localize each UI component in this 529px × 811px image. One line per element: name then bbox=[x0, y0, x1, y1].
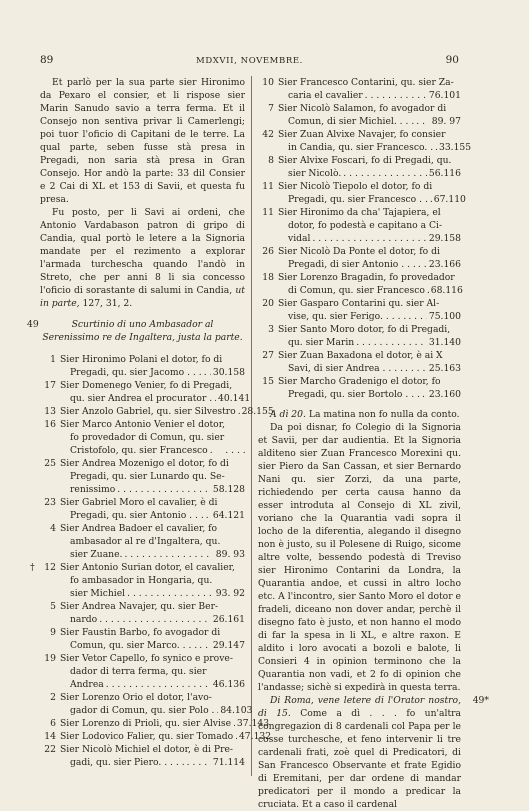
entry-text: Sier Faustin Barbo, fo avogador di bbox=[60, 627, 221, 638]
vote-count: 89. 97 bbox=[431, 116, 461, 127]
entry-text: Sier Lodovico Falier, qu. sier Tomado bbox=[60, 731, 234, 742]
vote-order-number: 27 bbox=[262, 350, 274, 361]
vote-count: 29.147 bbox=[212, 640, 245, 651]
vote-order-number: 2 bbox=[50, 692, 56, 703]
entry-line bbox=[60, 743, 245, 756]
entry-line bbox=[278, 115, 461, 128]
entry-line bbox=[60, 483, 245, 496]
entry-line bbox=[60, 509, 245, 522]
entry-text: qu. sier Andrea el procurator . bbox=[70, 393, 213, 404]
candidate-entry bbox=[258, 375, 461, 401]
candidate-entry bbox=[258, 154, 461, 180]
entry-text: sier Michiel bbox=[70, 588, 126, 599]
page-number-right: 90 bbox=[445, 54, 459, 66]
entry-line bbox=[60, 587, 245, 600]
entry-line bbox=[278, 167, 461, 180]
entry-line bbox=[278, 102, 461, 115]
vote-count: 75.100 bbox=[428, 311, 461, 322]
italic-phrase: ut in parte, bbox=[40, 285, 245, 309]
entry-text: Sier Nicolò Michiel el dotor, è di Pre- bbox=[60, 744, 234, 755]
entry-text: Sier Gasparo Contarini qu. sier Al- bbox=[278, 298, 440, 309]
entry-line bbox=[278, 128, 461, 141]
vote-count: 33.155 bbox=[438, 142, 472, 153]
vote-count: 64.121 bbox=[212, 510, 245, 521]
vote-order-number: 12 bbox=[44, 562, 56, 573]
column-divider bbox=[251, 76, 252, 776]
entry-text: Pregadi, qu. sier Jacomo . . . bbox=[70, 367, 202, 378]
candidate-entry bbox=[258, 323, 461, 349]
paragraph bbox=[258, 408, 461, 421]
entry-line bbox=[60, 379, 245, 392]
entry-text: fo ambasador in Hongaria, qu. bbox=[70, 575, 213, 586]
entry-text: sier Zuane. bbox=[70, 549, 123, 560]
entry-text: nardo bbox=[70, 614, 98, 625]
vote-order-number: 17 bbox=[44, 380, 56, 391]
vote-order-number: 10 bbox=[262, 77, 274, 88]
leader-dots bbox=[197, 639, 211, 652]
entry-text: Savi, di sier Andrea . . . . bbox=[288, 363, 403, 374]
leader-dots bbox=[125, 587, 211, 600]
paragraph-text: Fu posto, per li Savi ai ordeni, che Antonio Vardabason patron di gripo di Candia, qual portò le letere a la Signoria mandate per el rezimento a explorar l'armada turchescha quando l'andò in Streto, che per anni 8 li sia concesso l'oficio di sorastante di salumi in Candia, bbox=[40, 207, 245, 296]
entry-text: vidal bbox=[288, 233, 311, 244]
leader-dots bbox=[104, 678, 211, 691]
entry-line bbox=[278, 89, 461, 102]
vote-order-number: 42 bbox=[262, 129, 274, 140]
entry-line bbox=[278, 323, 461, 336]
vote-count: 68.116 bbox=[430, 285, 463, 296]
candidate-entry bbox=[258, 297, 461, 323]
italic-heading: Di Roma, vene letere di l'Orator nostro, di 15. bbox=[258, 695, 461, 719]
entry-text: Sier Hironimo Polani el dotor, fo di bbox=[60, 354, 223, 365]
entry-text: Sier Andrea Badoer el cavalier, fo bbox=[60, 523, 218, 534]
vote-count: 56.116 bbox=[428, 168, 461, 179]
entry-text: Sier Andrea Navajer, qu. sier Ber- bbox=[60, 601, 219, 612]
leader-dots bbox=[122, 548, 211, 561]
entry-line bbox=[278, 206, 461, 219]
section-heading bbox=[27, 318, 245, 344]
entry-line bbox=[60, 366, 245, 379]
leader-dots bbox=[310, 232, 427, 245]
vote-count: 67.110 bbox=[433, 194, 466, 205]
entry-text: Sier Vetor Capello, fo synico e prove- bbox=[60, 653, 233, 664]
leader-dots bbox=[204, 509, 211, 522]
entry-text: Pregadi, qu. sier Bortolo . . . bbox=[288, 389, 420, 400]
entry-line bbox=[60, 756, 245, 769]
candidate-entry bbox=[40, 730, 272, 743]
entry-line bbox=[60, 418, 245, 431]
entry-line bbox=[60, 639, 245, 652]
candidate-entry bbox=[40, 418, 245, 457]
page-number-left: 89 bbox=[40, 54, 54, 66]
entry-text: Sier Lorenzo Bragadin, fo provedador bbox=[278, 272, 455, 283]
candidate-entry bbox=[258, 349, 461, 375]
leader-dots bbox=[363, 89, 427, 102]
candidate-list bbox=[258, 76, 472, 401]
entry-line bbox=[60, 678, 245, 691]
candidate-entry bbox=[40, 626, 245, 652]
entry-line bbox=[278, 271, 461, 284]
entry-text: Sier Lorenzo di Prioli, qu. sier Alvise bbox=[60, 718, 232, 729]
vote-count: 23.166 bbox=[428, 259, 461, 270]
entry-line bbox=[278, 388, 461, 401]
vote-count: 25.163 bbox=[428, 363, 461, 374]
candidate-entry bbox=[40, 691, 253, 717]
entry-line bbox=[60, 353, 245, 366]
vote-order-number: 9 bbox=[50, 627, 56, 638]
running-title: MDXVII, NOVEMBRE. bbox=[196, 56, 303, 66]
entry-text: Sier Nicolò Da Ponte el dotor, fo di bbox=[278, 246, 440, 257]
entry-line bbox=[278, 219, 461, 232]
vote-count: 37.143 bbox=[236, 718, 270, 729]
entry-line bbox=[60, 457, 245, 470]
entry-line bbox=[60, 704, 253, 717]
entry-text: caria el cavalier bbox=[288, 90, 363, 101]
vote-count: 28.155 bbox=[241, 406, 274, 417]
leader-dots bbox=[354, 336, 427, 349]
entry-text: Sier Antonio Surian dotor, el cavalier, bbox=[60, 562, 235, 573]
entry-text: in Candia, qu. sier Francesco. . bbox=[288, 142, 434, 153]
entry-line bbox=[278, 180, 461, 193]
vote-order-number: 3 bbox=[268, 324, 274, 335]
candidate-entry bbox=[258, 245, 461, 271]
leader-dots bbox=[97, 613, 211, 626]
vote-order-number: 5 bbox=[50, 601, 56, 612]
candidate-entry bbox=[258, 271, 461, 297]
entry-line bbox=[278, 193, 466, 206]
vote-count: 93. 92 bbox=[215, 588, 245, 599]
vote-count: 31.140 bbox=[428, 337, 461, 348]
candidate-entry bbox=[40, 717, 270, 730]
entry-line bbox=[60, 717, 270, 730]
leader-dots bbox=[406, 310, 427, 323]
entry-line bbox=[60, 730, 272, 743]
entry-text: Sier Hironimo da cha' Tajapiera, el bbox=[278, 207, 441, 218]
entry-line bbox=[278, 284, 461, 297]
vote-order-number: 13 bbox=[44, 406, 56, 417]
date-heading: A dì 20. bbox=[270, 409, 306, 420]
entry-text: gadi, qu. sier Piero. . . . . bbox=[70, 757, 185, 768]
candidate-entry bbox=[40, 743, 245, 769]
vote-order-number: 26 bbox=[262, 246, 274, 257]
entry-text: Pregadi, qu. sier Lunardo qu. Se- bbox=[70, 471, 225, 482]
entry-line bbox=[60, 613, 245, 626]
vote-order-number: 1 bbox=[50, 354, 56, 365]
vote-count: 47.132 bbox=[238, 731, 272, 742]
leader-dots bbox=[420, 388, 427, 401]
entry-text: Sier Domenego Venier, fo di Pregadi, bbox=[60, 380, 233, 391]
entry-line bbox=[278, 245, 461, 258]
entry-line bbox=[60, 691, 245, 704]
entry-line bbox=[278, 310, 461, 323]
candidate-entry bbox=[40, 496, 245, 522]
margin-number: 49* bbox=[472, 695, 489, 706]
entry-line bbox=[60, 548, 245, 561]
entry-line bbox=[60, 574, 245, 587]
candidate-entry bbox=[40, 600, 245, 626]
leader-dots bbox=[416, 258, 427, 271]
entry-text: Sier Nicolò Tiepolo el dotor, fo di bbox=[278, 181, 433, 192]
vote-count: 71.114 bbox=[212, 757, 245, 768]
vote-order-number: 8 bbox=[268, 155, 274, 166]
vote-order-number: 7 bbox=[268, 103, 274, 114]
vote-count: 40.141 bbox=[218, 393, 251, 404]
vote-count: 23.160 bbox=[428, 389, 461, 400]
entry-line bbox=[60, 496, 245, 509]
candidate-entry bbox=[258, 180, 466, 206]
entry-line bbox=[60, 431, 245, 444]
section-title: Scurtinio di uno Ambasador al Serenissimo re de Ingaltera, justa la parte. bbox=[42, 319, 243, 343]
vote-count: 58.128 bbox=[212, 484, 245, 495]
entry-text: Sier Marco Antonio Venier el dotor, bbox=[60, 419, 226, 430]
entry-text: ambasador al re d'Ingaltera, qu. bbox=[70, 536, 221, 547]
entry-text: renissimo bbox=[70, 484, 116, 495]
vote-tally: 127, 31, 2. bbox=[82, 298, 133, 309]
vote-order-number: 22 bbox=[44, 744, 56, 755]
entry-line bbox=[278, 362, 461, 375]
entry-line bbox=[60, 522, 245, 535]
entry-line bbox=[60, 665, 245, 678]
entry-text: Sier Gabriel Moro el cavalier, è di bbox=[60, 497, 218, 508]
entry-line bbox=[60, 600, 245, 613]
entry-text: di Comun, qu. sier Francesco bbox=[288, 285, 425, 296]
paragraph-text: La matina non fo nulla da conto. bbox=[308, 409, 460, 420]
entry-text: Pregadi, qu. sier Antonio . . . bbox=[70, 510, 204, 521]
entry-line bbox=[278, 154, 461, 167]
entry-text: Sier Alvixe Foscari, fo di Pregadi, qu. bbox=[278, 155, 452, 166]
vote-order-number: 25 bbox=[44, 458, 56, 469]
vote-count: 26.161 bbox=[212, 614, 245, 625]
vote-count: 84.103 bbox=[220, 705, 253, 716]
vote-count: 89. 93 bbox=[215, 549, 245, 560]
entry-text: fo provedador di Comun, qu. sier bbox=[70, 432, 225, 443]
leader-dots bbox=[341, 167, 427, 180]
entry-text: Comun, qu. sier Marco. . . . bbox=[70, 640, 198, 651]
entry-text: Sier Francesco Contarini, qu. sier Za- bbox=[278, 77, 454, 88]
dagger-mark: † bbox=[30, 562, 35, 573]
candidate-entry bbox=[40, 522, 245, 561]
paragraph: Da poi disnar, fo Colegio di la Signoria et Savii, per dar audientia. Et la Signoria alditeno sier Zuan Francesco Morexini qu. sier Piero da San Cassan, et sier Bernardo Nani qu. sier Zorzi, da una parte, richiedendo per certa causa hanno da esser introduta al Consejo di XL zivil, voriano che la Quarantia vadi sopra il locho de la diferentia, alegando il disegno non è justo, su il Polesene di Ruigo, sicome altre volte, bessendo podestà di Treviso sier Hironimo Contarini da Londra, la Quarantia andoe, et cussi in altro locho etc. A l'incontro, sier Santo Moro el dotor e fradeli, diceano non dover andar, perchè il disegno fato è justo, et non hanno el modo di far la spesa in li XL, e altre raxon. E aldito i loro avocati a bozoli e balote, li Consieri 4 in opinion terminono che la Quarantia non vadi, et 2 fo di opinion che l'andasse; sichè si expedirà in questa terra. bbox=[258, 422, 461, 693]
leader-dots bbox=[202, 366, 211, 379]
entry-text: vise, qu. sier Ferigo. . . . . bbox=[288, 311, 407, 322]
entry-text: Pregadi, di sier Antonio . . . bbox=[288, 259, 416, 270]
margin-number: 49 bbox=[27, 319, 39, 330]
page-header bbox=[40, 54, 459, 68]
entry-text: Andrea bbox=[70, 679, 104, 690]
entry-text: dador di terra ferma, qu. sier bbox=[70, 666, 207, 677]
entry-text: Cristofolo, qu. sier Francesco bbox=[70, 445, 208, 456]
vote-order-number: 11 bbox=[262, 207, 274, 218]
paragraph bbox=[40, 206, 245, 310]
entry-text: Sier Zuan Alvixe Navajer, fo consier bbox=[278, 129, 446, 140]
vote-order-number: 15 bbox=[262, 376, 274, 387]
entry-text: Sier Andrea Mozenigo el dotor, fo di bbox=[60, 458, 229, 469]
entry-text: Comun, di sier Michiel. . . . bbox=[288, 116, 415, 127]
entry-line bbox=[278, 232, 461, 245]
entry-line bbox=[278, 258, 461, 271]
candidate-entry bbox=[258, 206, 461, 245]
entry-text: Sier Zuan Baxadona el dotor, è ai X bbox=[278, 350, 443, 361]
paragraph: Et parlò per la sua parte sier Hironimo da Pexaro el consier, et li rispose sier Marin Sanudo savio a terra ferma. Et il Consejo non sentiva privar li Camerlengi; poi tuor l'oficio di Capitani de le terre. La qual parte, seben fusse stà presa in Pregadi, non saria stà presa in Gran Consejo. Hor andò la parte: 33 dil Consier e 2 Cai di XL et 153 di Savii, et questa fu presa. bbox=[40, 77, 245, 205]
entry-line bbox=[278, 375, 461, 388]
entry-text: dotor, fo podestà e capitano a Ci- bbox=[288, 220, 443, 231]
entry-line bbox=[60, 535, 245, 548]
candidate-entry bbox=[258, 102, 461, 128]
leader-dots bbox=[115, 483, 211, 496]
entry-line bbox=[60, 392, 251, 405]
entry-text: Sier Santo Moro dotor, fo di Pregadi, bbox=[278, 324, 451, 335]
entry-text: sier Nicolò. bbox=[288, 168, 342, 179]
entry-line bbox=[60, 652, 245, 665]
paragraph-text: Come a dì . . . fo un'altra congregazion di 8 cardenali col Papa per le cosse turchesche, et feno intervenir li tre cardenali frati, zoè quel di Predicatori, di San Francesco Observante et frate Egidio di Eremitani, per dar ordene di mandar predicatori per il mondo a predicar la cruciata. Et a caso il cardenal bbox=[258, 708, 462, 810]
candidate-entry bbox=[40, 405, 274, 418]
vote-count: . . . . bbox=[225, 445, 246, 456]
candidate-entry bbox=[40, 353, 245, 379]
entry-text: Sier Nicolò Salamon, fo avogador di bbox=[278, 103, 447, 114]
vote-count: 76.101 bbox=[428, 90, 461, 101]
leader-dots bbox=[403, 362, 427, 375]
candidate-entry bbox=[40, 379, 251, 405]
entry-line bbox=[60, 470, 245, 483]
entry-text: Sier Marcho Gradenigo el dotor, fo bbox=[278, 376, 441, 387]
candidate-entry bbox=[40, 652, 245, 691]
candidate-entry bbox=[30, 561, 245, 600]
entry-text: qu. sier Marin bbox=[288, 337, 355, 348]
vote-order-number: 19 bbox=[44, 653, 56, 664]
candidate-entry bbox=[40, 457, 245, 496]
entry-line bbox=[278, 336, 461, 349]
leader-dots bbox=[185, 756, 211, 769]
entry-text: Pregadi, qu. sier Francesco . . bbox=[288, 194, 428, 205]
entry-line bbox=[278, 141, 472, 154]
leader-dots bbox=[414, 115, 427, 128]
entry-text: Sier Lorenzo Orio el dotor, l'avo- bbox=[60, 692, 212, 703]
candidate-entry bbox=[258, 76, 461, 102]
entry-line bbox=[60, 626, 245, 639]
vote-order-number: 20 bbox=[262, 298, 274, 309]
entry-text: gador di Comun, qu. sier Polo . bbox=[70, 705, 215, 716]
entry-line bbox=[278, 76, 461, 89]
vote-order-number: 16 bbox=[44, 419, 56, 430]
entry-line bbox=[60, 561, 245, 574]
vote-count: 30.158 bbox=[212, 367, 245, 378]
vote-order-number: 14 bbox=[44, 731, 56, 742]
entry-line bbox=[60, 405, 274, 418]
vote-count: 29.158 bbox=[428, 233, 461, 244]
entry-text: Sier Anzolo Gabriel, qu. sier Silvestro bbox=[60, 406, 236, 417]
vote-order-number: 4 bbox=[50, 523, 56, 534]
entry-line bbox=[278, 297, 461, 310]
vote-order-number: 11 bbox=[262, 181, 274, 192]
vote-order-number: 18 bbox=[262, 272, 274, 283]
vote-order-number: 6 bbox=[50, 718, 56, 729]
entry-line bbox=[278, 349, 461, 362]
right-column bbox=[258, 76, 489, 811]
candidate-entry bbox=[258, 128, 472, 154]
entry-line bbox=[60, 444, 245, 457]
vote-order-number: 23 bbox=[44, 497, 56, 508]
paragraph bbox=[258, 694, 489, 811]
vote-count: 46.136 bbox=[212, 679, 245, 690]
